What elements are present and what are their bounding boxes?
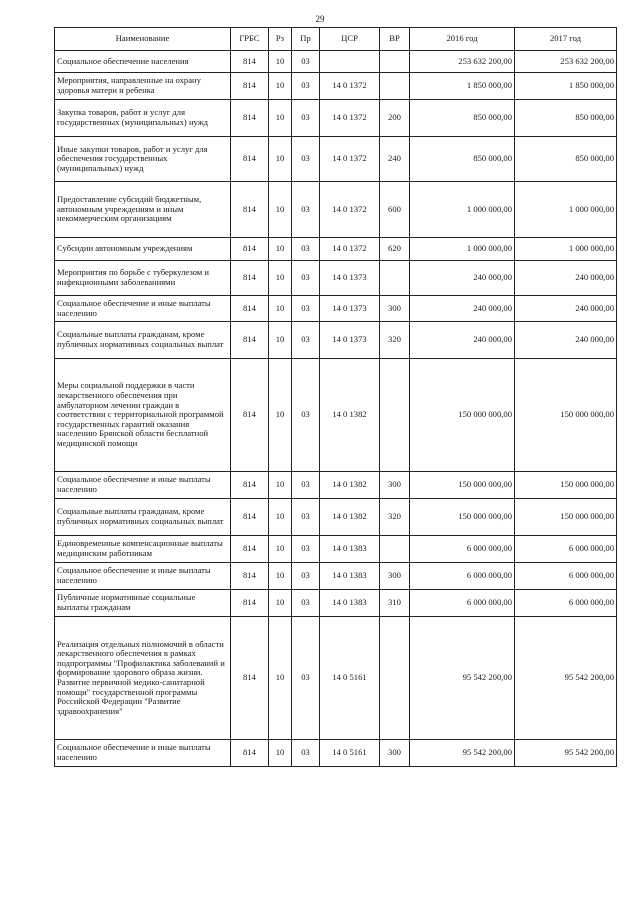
row-grbs: 814 <box>231 261 269 296</box>
row-csr: 14 0 5161 <box>320 617 380 740</box>
table-row <box>55 100 617 137</box>
row-grbs: 814 <box>231 51 269 73</box>
row-grbs: 814 <box>231 322 269 359</box>
row-rz: 10 <box>269 322 292 359</box>
row-rz: 10 <box>269 73 292 100</box>
table-row <box>55 563 617 590</box>
row-amount-2016: 850 000,00 <box>410 100 515 137</box>
row-name: Социальное обеспечение и иные выплаты населению <box>55 296 231 322</box>
row-amount-2017: 1 850 000,00 <box>515 73 617 100</box>
row-amount-2016: 150 000 000,00 <box>410 499 515 536</box>
row-amount-2016: 6 000 000,00 <box>410 536 515 563</box>
row-csr: 14 0 1382 <box>320 359 380 472</box>
table-row <box>55 590 617 617</box>
row-pr: 03 <box>292 322 320 359</box>
row-csr: 14 0 1382 <box>320 472 380 499</box>
row-grbs: 814 <box>231 563 269 590</box>
row-rz: 10 <box>269 137 292 182</box>
row-pr: 03 <box>292 617 320 740</box>
row-amount-2017: 95 542 200,00 <box>515 740 617 767</box>
row-pr: 03 <box>292 590 320 617</box>
table-row <box>55 359 617 472</box>
row-amount-2016: 95 542 200,00 <box>410 740 515 767</box>
header-vr: ВР <box>380 28 410 51</box>
table-row <box>55 296 617 322</box>
row-vr: 310 <box>380 590 410 617</box>
row-amount-2017: 240 000,00 <box>515 261 617 296</box>
row-name: Реализация отдельных полномочий в области лекарственного обеспечения в рамках подпрограммы "Профилактика заболеваний и формирование здорового образа жизни. Развитие первичной медико-санитарной помощи" государственной программы Российской Федерации "Развитие здравоохранения" <box>55 617 231 740</box>
row-amount-2016: 850 000,00 <box>410 137 515 182</box>
table-row <box>55 238 617 261</box>
row-name: Субсидии автономным учреждениям <box>55 238 231 261</box>
row-amount-2017: 850 000,00 <box>515 137 617 182</box>
header-grbs: ГРБС <box>231 28 269 51</box>
row-grbs: 814 <box>231 590 269 617</box>
row-amount-2016: 95 542 200,00 <box>410 617 515 740</box>
row-rz: 10 <box>269 499 292 536</box>
row-vr: 200 <box>380 100 410 137</box>
row-pr: 03 <box>292 296 320 322</box>
table-row <box>55 322 617 359</box>
row-grbs: 814 <box>231 740 269 767</box>
row-rz: 10 <box>269 296 292 322</box>
row-vr: 300 <box>380 563 410 590</box>
row-amount-2016: 240 000,00 <box>410 261 515 296</box>
row-name: Социальное обеспечение и иные выплаты населению <box>55 563 231 590</box>
row-csr: 14 0 1373 <box>320 296 380 322</box>
row-name: Закупка товаров, работ и услуг для государственных (муниципальных) нужд <box>55 100 231 137</box>
row-vr <box>380 73 410 100</box>
row-rz: 10 <box>269 590 292 617</box>
row-amount-2017: 6 000 000,00 <box>515 590 617 617</box>
row-amount-2017: 6 000 000,00 <box>515 563 617 590</box>
row-rz: 10 <box>269 182 292 238</box>
row-rz: 10 <box>269 740 292 767</box>
row-vr: 300 <box>380 740 410 767</box>
row-name: Социальное обеспечение и иные выплаты населению <box>55 472 231 499</box>
row-csr: 14 0 1383 <box>320 563 380 590</box>
row-amount-2017: 150 000 000,00 <box>515 359 617 472</box>
row-csr: 14 0 1372 <box>320 100 380 137</box>
row-grbs: 814 <box>231 296 269 322</box>
row-pr: 03 <box>292 261 320 296</box>
table-row <box>55 137 617 182</box>
row-name: Социальное обеспечение населения <box>55 51 231 73</box>
row-csr: 14 0 1383 <box>320 536 380 563</box>
row-grbs: 814 <box>231 100 269 137</box>
row-vr <box>380 617 410 740</box>
row-amount-2017: 240 000,00 <box>515 296 617 322</box>
table-header-row <box>55 28 617 51</box>
row-rz: 10 <box>269 563 292 590</box>
row-amount-2016: 150 000 000,00 <box>410 359 515 472</box>
row-rz: 10 <box>269 261 292 296</box>
row-name: Публичные нормативные социальные выплаты гражданам <box>55 590 231 617</box>
header-2017: 2017 год <box>515 28 617 51</box>
row-pr: 03 <box>292 472 320 499</box>
row-vr <box>380 51 410 73</box>
row-csr: 14 0 5161 <box>320 740 380 767</box>
row-grbs: 814 <box>231 137 269 182</box>
row-pr: 03 <box>292 238 320 261</box>
row-csr: 14 0 1372 <box>320 73 380 100</box>
row-grbs: 814 <box>231 536 269 563</box>
row-amount-2016: 1 000 000,00 <box>410 182 515 238</box>
row-grbs: 814 <box>231 73 269 100</box>
row-csr: 14 0 1372 <box>320 182 380 238</box>
row-pr: 03 <box>292 359 320 472</box>
row-grbs: 814 <box>231 617 269 740</box>
row-grbs: 814 <box>231 238 269 261</box>
row-name: Социальные выплаты гражданам, кроме публичных нормативных социальных выплат <box>55 322 231 359</box>
header-csr: ЦСР <box>320 28 380 51</box>
row-amount-2016: 240 000,00 <box>410 296 515 322</box>
row-amount-2016: 253 632 200,00 <box>410 51 515 73</box>
row-vr: 300 <box>380 472 410 499</box>
row-amount-2017: 253 632 200,00 <box>515 51 617 73</box>
row-amount-2017: 150 000 000,00 <box>515 472 617 499</box>
header-2016: 2016 год <box>410 28 515 51</box>
page-number: 29 <box>315 14 325 24</box>
row-amount-2016: 240 000,00 <box>410 322 515 359</box>
row-vr: 620 <box>380 238 410 261</box>
row-rz: 10 <box>269 51 292 73</box>
header-name: Наименование <box>55 28 231 51</box>
row-amount-2016: 1 000 000,00 <box>410 238 515 261</box>
row-rz: 10 <box>269 238 292 261</box>
row-rz: 10 <box>269 100 292 137</box>
table-row <box>55 73 617 100</box>
row-name: Мероприятия, направленные на охрану здоровья матери и ребенка <box>55 73 231 100</box>
row-amount-2016: 6 000 000,00 <box>410 563 515 590</box>
row-name: Иные закупки товаров, работ и услуг для обеспечения государственных (муниципальных) нужд <box>55 137 231 182</box>
row-rz: 10 <box>269 359 292 472</box>
row-name: Социальные выплаты гражданам, кроме публичных нормативных социальных выплат <box>55 499 231 536</box>
row-name: Единовременные компенсационные выплаты медицинским работникам <box>55 536 231 563</box>
row-amount-2016: 150 000 000,00 <box>410 472 515 499</box>
row-amount-2017: 6 000 000,00 <box>515 536 617 563</box>
row-grbs: 814 <box>231 499 269 536</box>
row-amount-2016: 1 850 000,00 <box>410 73 515 100</box>
row-csr: 14 0 1372 <box>320 137 380 182</box>
row-pr: 03 <box>292 51 320 73</box>
row-pr: 03 <box>292 499 320 536</box>
row-vr: 320 <box>380 322 410 359</box>
row-grbs: 814 <box>231 182 269 238</box>
row-amount-2017: 850 000,00 <box>515 100 617 137</box>
row-csr: 14 0 1382 <box>320 499 380 536</box>
table-row <box>55 261 617 296</box>
row-vr <box>380 261 410 296</box>
row-csr: 14 0 1373 <box>320 322 380 359</box>
row-pr: 03 <box>292 182 320 238</box>
row-vr: 320 <box>380 499 410 536</box>
row-rz: 10 <box>269 617 292 740</box>
table-row <box>55 182 617 238</box>
header-rz: Рз <box>269 28 292 51</box>
row-amount-2017: 95 542 200,00 <box>515 617 617 740</box>
table-row <box>55 499 617 536</box>
row-pr: 03 <box>292 740 320 767</box>
row-pr: 03 <box>292 137 320 182</box>
row-grbs: 814 <box>231 472 269 499</box>
row-csr: 14 0 1383 <box>320 590 380 617</box>
row-amount-2017: 1 000 000,00 <box>515 238 617 261</box>
row-csr: 14 0 1373 <box>320 261 380 296</box>
row-vr: 300 <box>380 296 410 322</box>
table-row <box>55 617 617 740</box>
row-pr: 03 <box>292 563 320 590</box>
row-vr <box>380 536 410 563</box>
table-row <box>55 536 617 563</box>
row-pr: 03 <box>292 73 320 100</box>
row-csr: 14 0 1372 <box>320 238 380 261</box>
row-amount-2017: 150 000 000,00 <box>515 499 617 536</box>
row-vr: 600 <box>380 182 410 238</box>
table-row <box>55 740 617 767</box>
row-vr: 240 <box>380 137 410 182</box>
table-body <box>55 51 617 767</box>
row-amount-2016: 6 000 000,00 <box>410 590 515 617</box>
row-name: Меры социальной поддержки в части лекарственного обеспечения при амбулаторном лечении граждан в соответствии с территориальной программой государственных гарантий оказания населению Брянской области бесплатной медицинской помощи <box>55 359 231 472</box>
budget-table <box>54 27 617 767</box>
row-name: Предоставление субсидий бюджетным, автономным учреждениям и иным некоммерческим организациям <box>55 182 231 238</box>
row-name: Мероприятия по борьбе с туберкулезом и инфекционными заболеваниями <box>55 261 231 296</box>
row-pr: 03 <box>292 536 320 563</box>
table-row <box>55 472 617 499</box>
row-name: Социальное обеспечение и иные выплаты населению <box>55 740 231 767</box>
row-csr <box>320 51 380 73</box>
row-amount-2017: 240 000,00 <box>515 322 617 359</box>
row-pr: 03 <box>292 100 320 137</box>
table-row <box>55 51 617 73</box>
row-amount-2017: 1 000 000,00 <box>515 182 617 238</box>
row-rz: 10 <box>269 536 292 563</box>
row-vr <box>380 359 410 472</box>
row-grbs: 814 <box>231 359 269 472</box>
row-rz: 10 <box>269 472 292 499</box>
header-pr: Пр <box>292 28 320 51</box>
